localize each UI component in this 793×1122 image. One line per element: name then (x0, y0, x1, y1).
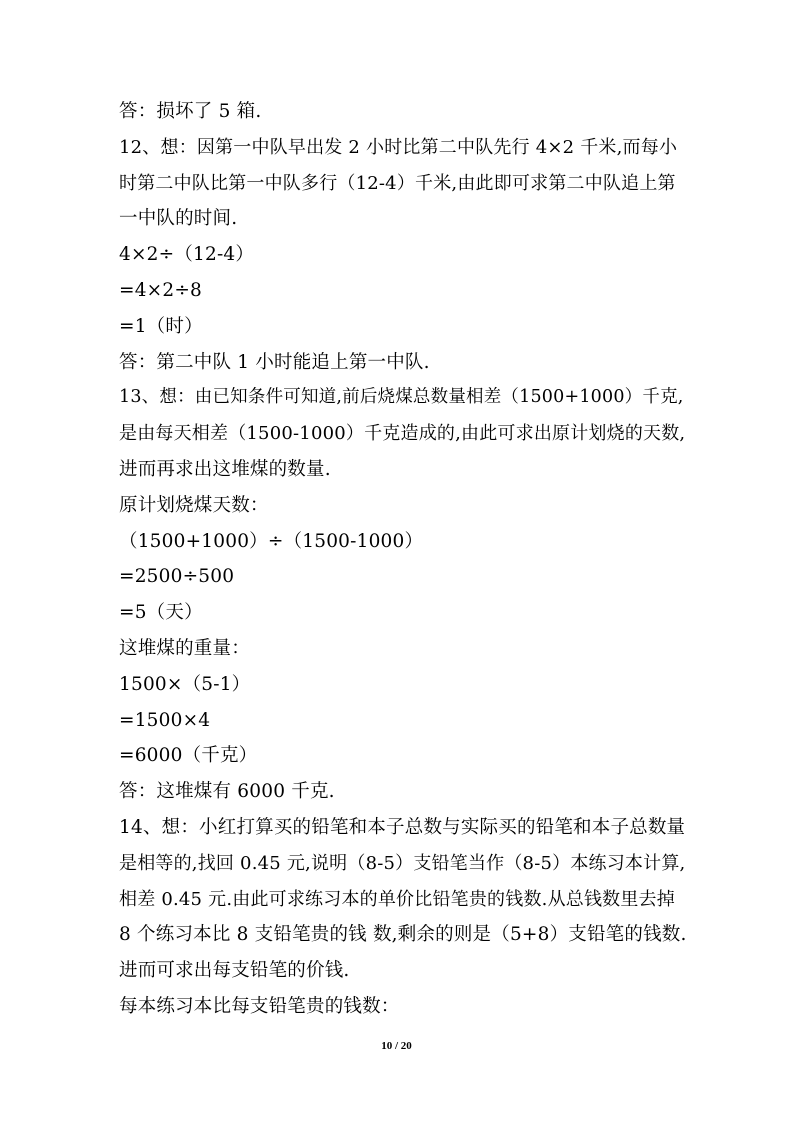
text-line: 4×2÷（12-4） (119, 244, 255, 266)
text-line: =1500×4 (119, 709, 211, 731)
text-line: 是相等的,找回 0.45 元,说明（8-5）支铅笔当作（8-5）本练习本计算, (119, 852, 686, 874)
page-number: 10 / 20 (381, 1040, 412, 1052)
text-line: =6000（千克） (119, 745, 258, 767)
text-line: 答：损坏了 5 箱. (119, 101, 262, 122)
text-line: 1500×（5-1） (119, 673, 251, 695)
text-line: 12、想：因第一中队早出发 2 小时比第二中队先行 4×2 千米,而每小 (119, 136, 678, 158)
text-line: 是由每天相差（1500-1000）千克造成的,由此可求出原计划烧的天数, (119, 423, 686, 445)
text-line: =1（时） (119, 315, 203, 337)
text-line: 每本练习本比每支铅笔贵的钱数： (119, 995, 400, 1017)
text-line: =4×2÷8 (119, 279, 203, 301)
text-line: 答：这堆煤有 6000 千克. (119, 781, 335, 803)
text-line: =5（天） (119, 602, 203, 624)
text-line: 答：第二中队 1 小时能追上第一中队. (119, 351, 430, 373)
text-line: 进而再求出这堆煤的数量. (119, 458, 331, 480)
text-line: 14、想：小红打算买的铅笔和本子总数与实际买的铅笔和本子总数量 (119, 816, 686, 838)
text-line: 这堆煤的重量： (119, 637, 250, 659)
text-line: 13、想：由已知条件可知道,前后烧煤总数量相差（1500+1000）千克, (119, 387, 684, 408)
text-line: =2500÷500 (119, 566, 235, 588)
text-line: 相差 0.45 元.由此可求练习本的单价比铅笔贵的钱数.从总钱数里去掉 (119, 888, 675, 910)
document-body (119, 94, 689, 1025)
text-line: 8 个练习本比 8 支铅笔贵的钱 数,剩余的则是（5+8）支铅笔的钱数. (119, 924, 687, 946)
text-line: 时第二中队比第一中队多行（12-4）千米,由此即可求第二中队追上第 (119, 172, 676, 194)
text-line: 一中队的时间. (119, 208, 238, 230)
text-line: 原计划烧煤天数： (119, 494, 269, 516)
text-line: 进而可求出每支铅笔的价钱. (119, 960, 350, 982)
text-line: （1500+1000）÷（1500-1000） (119, 530, 424, 552)
